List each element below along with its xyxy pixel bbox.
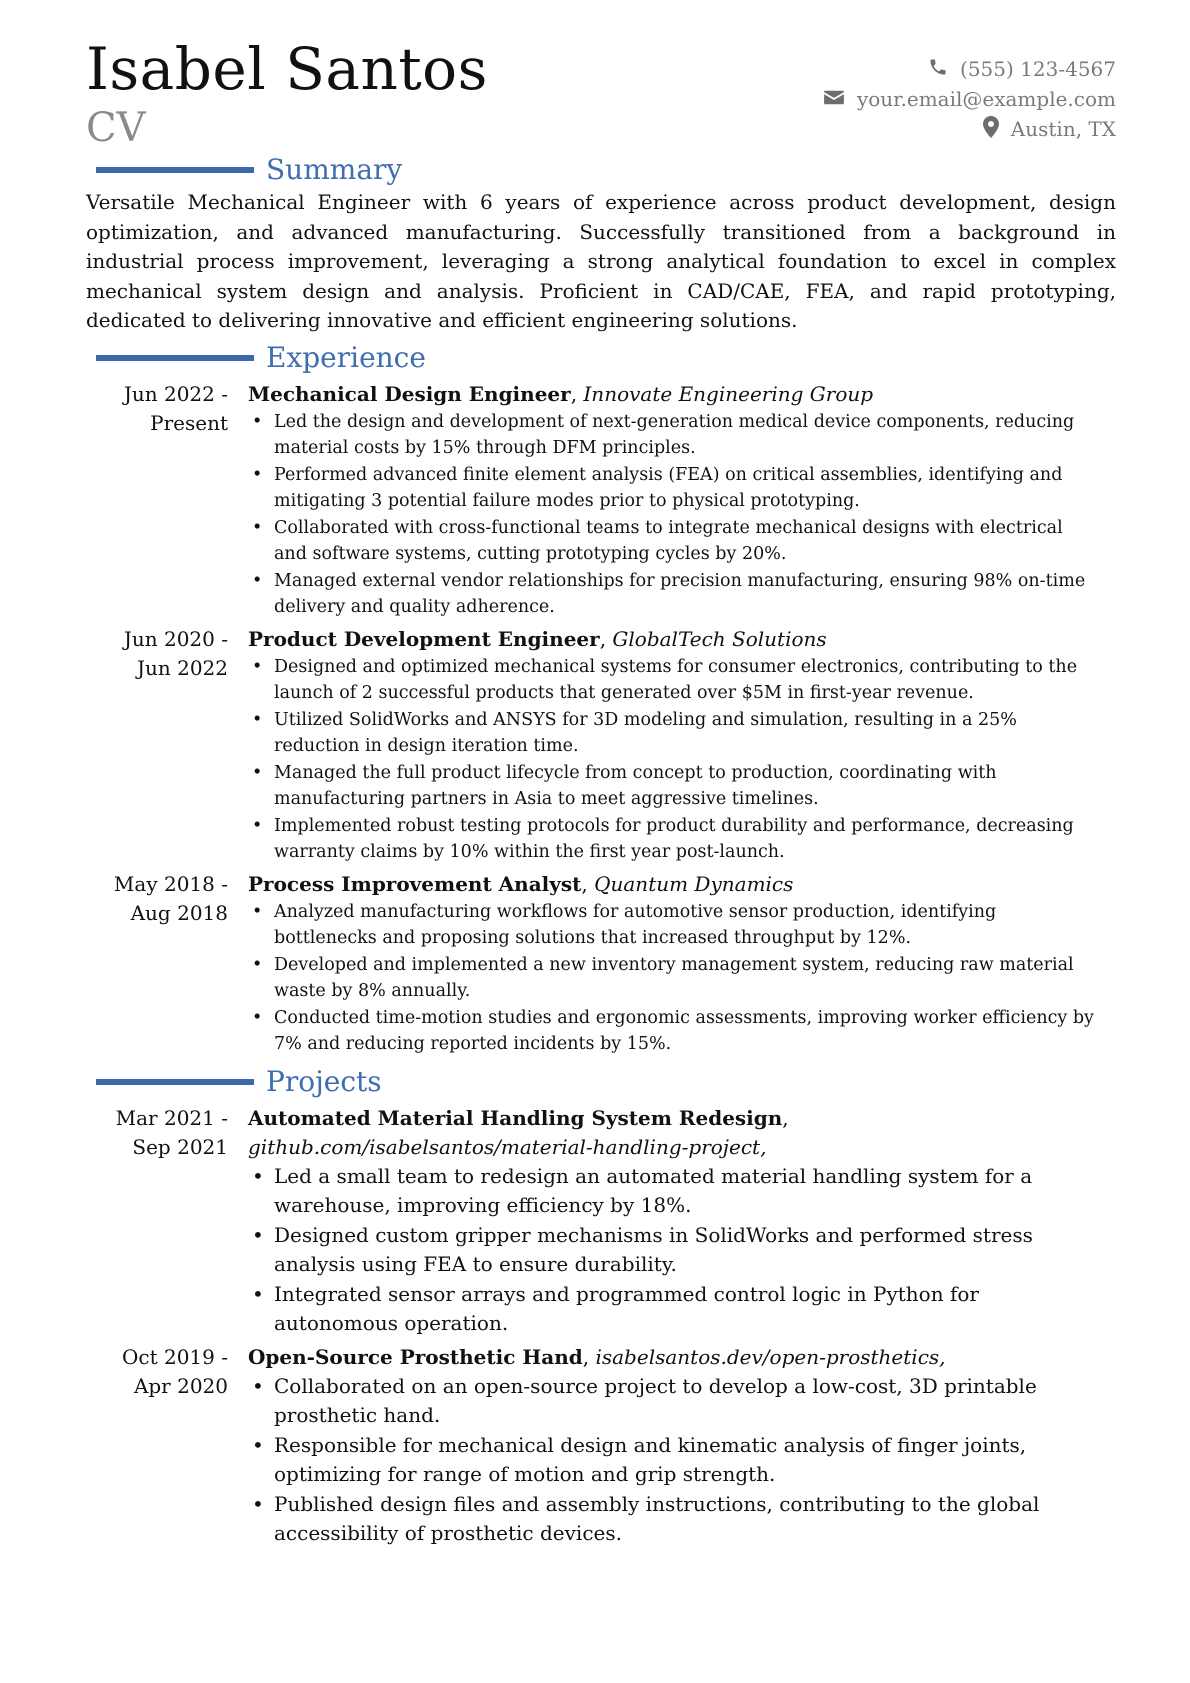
section-title: Experience xyxy=(266,340,426,374)
entry-header: Process Improvement Analyst, Quantum Dynamics xyxy=(248,871,794,896)
bullet-item: • Developed and implemented a new inventory management system, reducing raw material waste by 8% annually. xyxy=(274,952,1098,1005)
bullet-item: • Responsible for mechanical design and kinematic analysis of finger joints, optimizing for range of motion and grip strength. xyxy=(274,1431,1098,1490)
location-text: Austin, TX xyxy=(1010,117,1116,141)
entry-content xyxy=(248,1343,1098,1549)
entry-bullets xyxy=(248,899,1098,1058)
section-heading xyxy=(86,340,1116,376)
section-accent-bar xyxy=(96,1079,254,1085)
section-title: Projects xyxy=(266,1064,382,1098)
job-title: Mechanical Design Engineer xyxy=(248,381,571,406)
bullet-item: • Utilized SolidWorks and ANSYS for 3D modeling and simulation, resulting in a 25% reduction in design iteration time. xyxy=(274,707,1098,760)
project-entry xyxy=(86,1343,1116,1549)
section-heading xyxy=(86,152,1116,188)
project-link[interactable]: isabelsantos.dev/open-prosthetics, xyxy=(595,1344,946,1369)
entry-header: Product Development Engineer, GlobalTech Solutions xyxy=(248,626,827,651)
bullet-item: • Integrated sensor arrays and programmed control logic in Python for autonomous operation. xyxy=(274,1280,1098,1339)
bullet-item: • Performed advanced finite element analysis (FEA) on critical assemblies, identifying and mitigating 3 potential failure modes prior to physical prototyping. xyxy=(274,462,1098,515)
section-accent-bar xyxy=(96,167,254,173)
phone-number[interactable]: (555) 123-4567 xyxy=(960,57,1116,81)
contact-location xyxy=(823,114,1116,144)
job-title: Process Improvement Analyst xyxy=(248,871,582,896)
bullet-item: • Managed the full product lifecycle from concept to production, coordinating with manufacturing partners in Asia to meet aggressive timelines. xyxy=(274,760,1098,813)
map-pin-icon xyxy=(983,116,999,143)
company-name: Innovate Engineering Group xyxy=(583,381,874,406)
section-accent-bar xyxy=(96,355,254,361)
entry-date: Mar 2021 - Sep 2021 xyxy=(115,1105,228,1159)
experience-entry xyxy=(86,625,1116,866)
entry-content xyxy=(248,1104,1098,1339)
entry-header: Automated Material Handling System Redesign, github.com/isabelsantos/material-handling-project, xyxy=(248,1105,789,1159)
envelope-icon xyxy=(823,87,845,111)
job-title: Product Development Engineer xyxy=(248,626,600,651)
entry-content xyxy=(248,870,1098,1058)
email-link[interactable]: your.email@example.com xyxy=(856,87,1116,111)
bullet-item: • Collaborated with cross-functional teams to integrate mechanical designs with electrical and software systems, cutting prototyping cycles by 20%. xyxy=(274,515,1098,568)
project-title: Automated Material Handling System Redesign xyxy=(248,1105,783,1130)
bullet-item: • Collaborated on an open-source project to develop a low-cost, 3D printable prosthetic hand. xyxy=(274,1372,1098,1431)
summary-text: Versatile Mechanical Engineer with 6 years of experience across product development, design optimization, and advanced manufacturing. Successfully transitioned from a background in industrial process improvement, leveraging a strong analytical foundation to excel in complex mechanical system design and analysis. Proficient in CAD/CAE, FEA, and rapid prototyping, dedicated to delivering innovative and efficient engineering solutions. xyxy=(86,190,1116,332)
phone-icon xyxy=(928,57,948,82)
entry-bullets xyxy=(248,409,1098,621)
entry-content xyxy=(248,380,1098,621)
bullet-item: • Analyzed manufacturing workflows for automotive sensor production, identifying bottlenecks and proposing solutions that increased throughput by 12%. xyxy=(274,899,1098,952)
entry-date: Jun 2022 - Present xyxy=(123,381,228,435)
bullet-item: • Managed external vendor relationships for precision manufacturing, ensuring 98% on-time delivery and quality adherence. xyxy=(274,568,1098,621)
bullet-item: • Conducted time-motion studies and ergonomic assessments, improving worker efficiency by 7% and reducing reported incidents by 15%. xyxy=(274,1005,1098,1058)
entry-bullets xyxy=(248,654,1098,866)
bullet-item: • Led a small team to redesign an automated material handling system for a warehouse, improving efficiency by 18%. xyxy=(274,1162,1098,1221)
entry-date: May 2018 - Aug 2018 xyxy=(113,871,228,925)
entry-date: Oct 2019 - Apr 2020 xyxy=(121,1344,228,1398)
bullet-item: • Designed custom gripper mechanisms in SolidWorks and performed stress analysis using FEA to ensure durability. xyxy=(274,1221,1098,1280)
person-name: Isabel Santos xyxy=(86,35,488,103)
bullet-item: • Led the design and development of next-generation medical device components, reducing material costs by 15% through DFM principles. xyxy=(274,409,1098,462)
project-entry xyxy=(86,1104,1116,1339)
contact-info xyxy=(823,54,1116,144)
experience-section xyxy=(86,340,1116,1058)
entry-header: Mechanical Design Engineer, Innovate Engineering Group xyxy=(248,381,874,406)
contact-phone xyxy=(823,54,1116,84)
entry-header: Open-Source Prosthetic Hand, isabelsantos.dev/open-prosthetics, xyxy=(248,1344,946,1369)
entry-bullets xyxy=(248,1372,1098,1549)
entry-date: Jun 2020 - Jun 2022 xyxy=(123,626,228,680)
bullet-item: • Published design files and assembly instructions, contributing to the global accessibility of prosthetic devices. xyxy=(274,1490,1098,1549)
section-title: Summary xyxy=(266,153,403,186)
experience-entry xyxy=(86,380,1116,621)
bullet-item: • Implemented robust testing protocols for product durability and performance, decreasing warranty claims by 10% within the first year post-launch. xyxy=(274,813,1098,866)
entry-content xyxy=(248,625,1098,866)
header xyxy=(86,35,1116,152)
bullet-item: • Designed and optimized mechanical systems for consumer electronics, contributing to the launch of 2 successful products that generated over $5M in first-year revenue. xyxy=(274,654,1098,707)
project-title: Open-Source Prosthetic Hand xyxy=(248,1344,583,1369)
cv-page xyxy=(86,35,1116,1549)
section-heading xyxy=(86,1064,1116,1100)
company-name: Quantum Dynamics xyxy=(594,871,794,896)
summary-section xyxy=(86,152,1116,336)
projects-section xyxy=(86,1064,1116,1549)
company-name: GlobalTech Solutions xyxy=(612,626,827,651)
entry-bullets xyxy=(248,1162,1098,1339)
project-link[interactable]: github.com/isabelsantos/material-handling-project, xyxy=(248,1134,767,1159)
document-subtitle: CV xyxy=(86,105,146,151)
contact-email xyxy=(823,84,1116,114)
experience-entry xyxy=(86,870,1116,1058)
